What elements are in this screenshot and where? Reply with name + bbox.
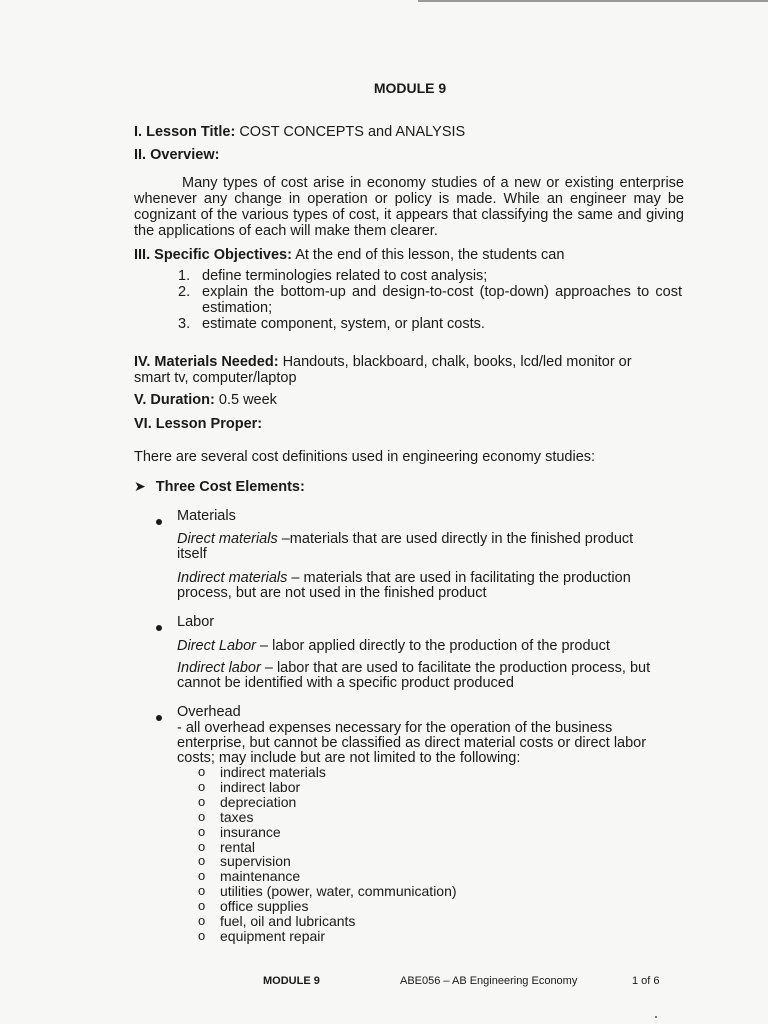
materials-needed-text-1: Handouts, blackboard, chalk, books, lcd/led monitor or [282,354,632,370]
objectives-colon: : [287,247,292,263]
direct-labor-row [177,638,610,654]
overhead-item-text: insurance [220,823,281,840]
objective-item [178,284,682,316]
lesson-title-label: I. Lesson Title [134,124,231,140]
overhead-item [198,825,457,840]
duration-colon: : [210,392,215,408]
indirect-labor-row [177,660,650,676]
objectives-list [178,268,682,332]
overhead-item [198,810,457,825]
overhead-item-text: taxes [220,808,254,825]
lesson-title-value: COST CONCEPTS and ANALYSIS [239,124,466,140]
objective-number: 3. [178,316,191,332]
objective-number: 2. [178,284,191,300]
materials-needed-text-2: smart tv, computer/laptop [134,370,297,386]
objective-item [178,316,682,332]
overhead-label: Overhead [177,704,241,720]
footer-course: ABE056 – AB Engineering Economy [400,975,578,987]
direct-materials-term: Direct materials [177,531,278,547]
bullet-dot-icon [156,618,162,636]
circle-bullet-icon: o [198,823,206,839]
direct-labor-term: Direct Labor [177,638,256,654]
overhead-item [198,929,457,944]
circle-bullet-icon: o [198,927,206,943]
objectives-label: III. Specific Objectives [134,247,288,263]
footer-module: MODULE 9 [263,975,320,987]
objective-text: explain the bottom-up and design-to-cost (top-down) approaches to cost estimation; [202,284,682,316]
circle-bullet-icon: o [198,913,206,929]
overhead-item [198,914,457,929]
overhead-item [198,765,457,780]
circle-bullet-icon: o [198,838,206,854]
indirect-labor-def-2: cannot be identified with a specific product produced [177,675,514,691]
bullet-dot-icon [156,512,162,530]
duration-label: V. Duration [134,392,211,408]
objective-number: 1. [178,268,191,284]
circle-bullet-icon: o [198,808,206,824]
lesson-title-row [134,124,465,140]
overhead-item [198,840,457,855]
overhead-def-3: costs; may include but are not limited to the following: [177,750,521,766]
objective-text: define terminologies related to cost analysis; [202,268,488,284]
circle-bullet-icon: o [198,898,206,914]
overhead-item-text: equipment repair [220,927,326,944]
objectives-intro: At the end of this lesson, the students can [295,247,565,263]
overhead-item-text: indirect materials [220,764,326,780]
circle-bullet-icon: o [198,883,206,899]
circle-bullet-icon: o [198,853,206,869]
indirect-materials-row [177,570,631,586]
indirect-materials-term: Indirect materials [177,570,288,586]
lesson-title-colon: : [230,124,236,140]
arrow-bullet-icon: ➤ [134,478,146,494]
overhead-item-text: utilities (power, water, communication) [220,883,457,900]
materials-needed-row [134,354,632,370]
overhead-item [198,854,457,869]
cost-elements-heading: Three Cost Elements: [155,479,305,495]
overhead-items-list [198,765,457,944]
overhead-item [198,795,457,810]
overhead-item-text: maintenance [220,868,301,885]
duration-row [134,392,277,408]
overhead-item [198,899,457,914]
overhead-def-2: enterprise, but cannot be classified as direct material costs or direct labor [177,735,647,751]
overhead-def-1: - all overhead expenses necessary for the operation of the business [177,720,613,736]
overhead-item-text: depreciation [220,793,297,810]
module-title: MODULE 9 [373,80,447,96]
overhead-item-text: indirect labor [220,778,301,795]
footer-page-number: 1 of 6 [632,975,660,987]
overhead-item [198,869,457,884]
duration-value: 0.5 week [218,392,277,408]
direct-materials-def-1: –materials that are used directly in the finished product [277,531,634,547]
overview-heading: II. Overview: [134,147,220,163]
objective-item [178,268,682,284]
indirect-materials-def-1: – materials that are used in facilitating the production [287,570,631,586]
overhead-item-text: office supplies [220,898,309,915]
objective-text: estimate component, system, or plant costs. [202,316,485,332]
overhead-item [198,884,457,899]
indirect-labor-def-1: – labor that are used to facilitate the production process, but [260,660,651,676]
circle-bullet-icon: o [198,793,206,809]
overview-paragraph: Many types of cost arise in economy studies of a new or existing enterprise whenever any change in operation or policy is made. While an engineer may be cognizant of the various types of cost, it appears that classifying the same and giving the applications of each will make them clearer. [134,175,684,239]
circle-bullet-icon: o [198,764,206,779]
scan-speck [655,1016,657,1018]
materials-label: Materials [177,508,236,524]
objectives-row [134,247,564,263]
circle-bullet-icon: o [198,778,206,794]
overhead-item [198,780,457,795]
direct-materials-row [177,531,633,547]
overhead-item-text: supervision [220,853,291,870]
circle-bullet-icon: o [198,868,206,884]
direct-materials-def-2: itself [177,546,207,562]
indirect-materials-def-2: process, but are not used in the finished product [177,585,487,601]
overhead-item-text: fuel, oil and lubricants [220,913,356,930]
labor-label: Labor [177,614,215,630]
materials-needed-label: IV. Materials Needed [134,354,274,370]
materials-needed-colon: : [273,354,279,370]
bullet-dot-icon [156,708,162,726]
cost-elements-heading-row [134,478,305,495]
lesson-proper-heading: VI. Lesson Proper: [134,416,263,432]
direct-labor-def: – labor applied directly to the production of the product [255,638,610,654]
intro-text: There are several cost definitions used in engineering economy studies: [134,449,596,465]
overhead-item-text: rental [220,838,256,855]
indirect-labor-term: Indirect labor [177,660,261,676]
